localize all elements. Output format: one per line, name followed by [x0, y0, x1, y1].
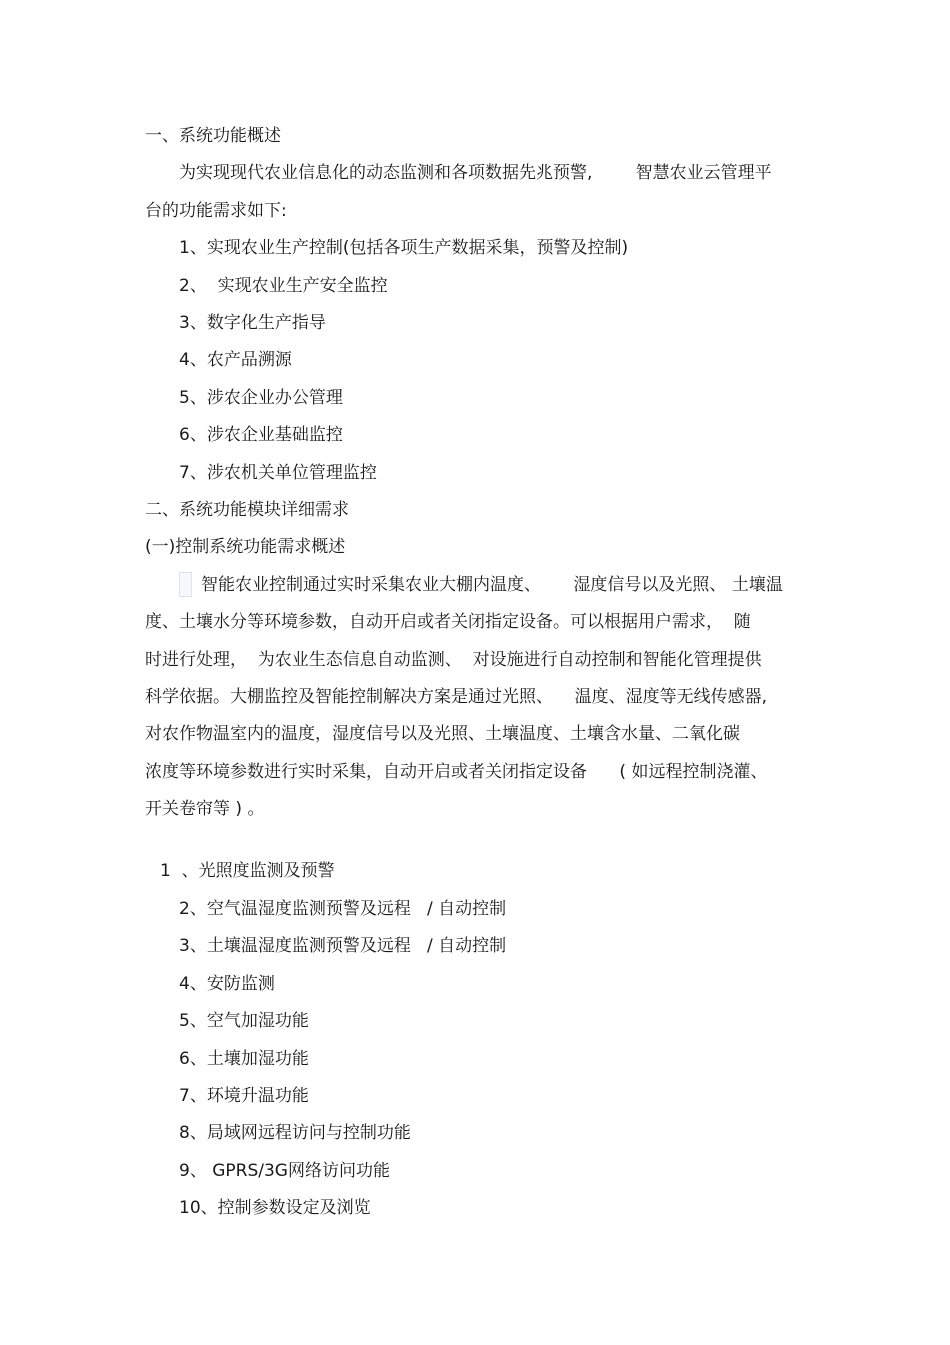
function-item: 3、土壤温湿度监测预警及远程 / 自动控制 [179, 936, 507, 956]
function-item: 9、 GPRS/3G网络访问功能 [179, 1161, 390, 1181]
cursor-marker [179, 572, 192, 597]
function-item: 6、土壤加湿功能 [179, 1049, 309, 1069]
paragraph-line: 度、土壤水分等环境参数，自动开启或者关闭指定设备。可以根据用户需求， 随 [145, 612, 751, 632]
paragraph-line: 时进行处理， 为农业生态信息自动监测、 对设施进行自动控制和智能化管理提供 [145, 650, 762, 670]
paragraph-line: 浓度等环境参数进行实时采集，自动开启或者关闭指定设备 ( 如远程控制浇灌、 [145, 762, 768, 782]
requirement-item: 1、实现农业生产控制(包括各项生产数据采集，预警及控制) [179, 238, 629, 258]
function-item: 7、环境升温功能 [179, 1086, 309, 1106]
function-item: 10、控制参数设定及浏览 [179, 1198, 371, 1218]
function-item: 2、空气温湿度监测预警及远程 / 自动控制 [179, 899, 507, 919]
function-item: 8、局域网远程访问与控制功能 [179, 1123, 411, 1143]
intro-line-2: 台的功能需求如下: [145, 201, 287, 221]
function-item: 5、空气加湿功能 [179, 1011, 309, 1031]
paragraph-line: 科学依据。大棚监控及智能控制解决方案是通过光照、 温度、湿度等无线传感器, [145, 687, 768, 707]
requirement-item: 3、数字化生产指导 [179, 313, 326, 333]
function-item: 1 、光照度监测及预警 [160, 861, 335, 881]
paragraph-line: 开关卷帘等 ) 。 [145, 799, 265, 819]
requirement-item: 4、农产品溯源 [179, 350, 292, 370]
section-heading-1: 一、系统功能概述 [145, 126, 281, 146]
function-item: 4、安防监测 [179, 974, 275, 994]
requirement-item: 2、 实现农业生产安全监控 [179, 276, 388, 296]
requirement-item: 6、涉农企业基础监控 [179, 425, 343, 445]
intro-line-1: 为实现现代农业信息化的动态监测和各项数据先兆预警, 智慧农业云管理平 [179, 163, 772, 183]
paragraph-line: 对农作物温室内的温度，湿度信号以及光照、土壤温度、土壤含水量、二氧化碳 [145, 724, 740, 744]
paragraph-line: 智能农业控制通过实时采集农业大棚内温度、 湿度信号以及光照、 土壤温 [201, 575, 783, 595]
requirement-item: 7、涉农机关单位管理监控 [179, 463, 377, 483]
section-heading-2: 二、系统功能模块详细需求 [145, 500, 349, 520]
subsection-heading: (一)控制系统功能需求概述 [145, 537, 346, 557]
requirement-item: 5、涉农企业办公管理 [179, 388, 343, 408]
